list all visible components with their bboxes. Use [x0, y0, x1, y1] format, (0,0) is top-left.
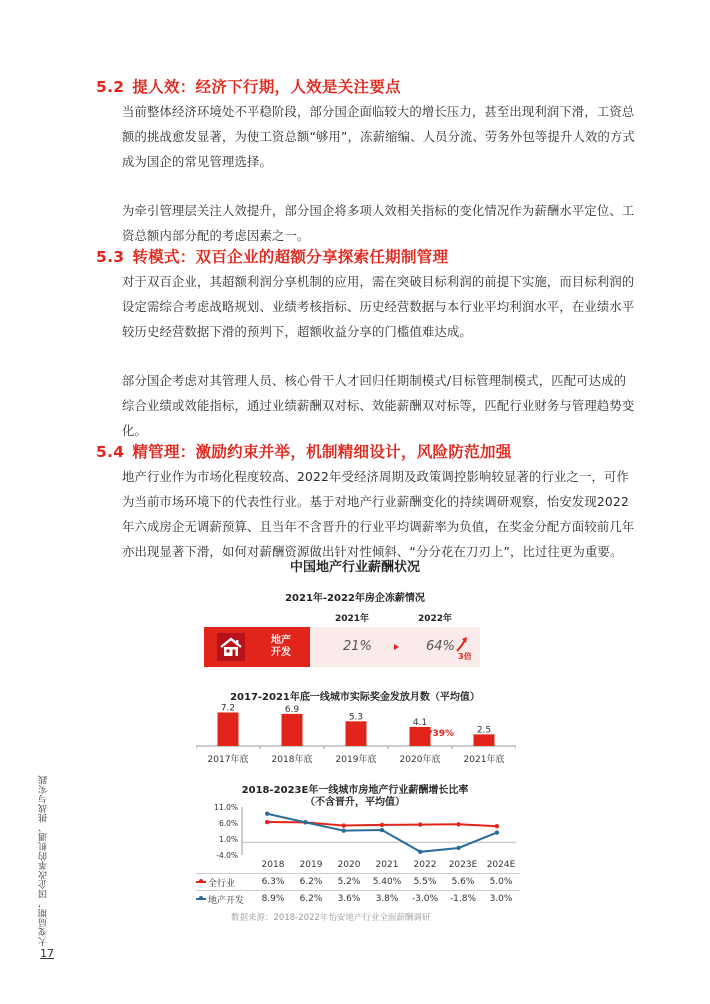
freeze-values	[310, 627, 480, 667]
table-cell: 5.2%	[337, 877, 361, 887]
bar-value-label: 4.1	[412, 717, 428, 728]
arrow-right-icon	[394, 644, 399, 650]
y-tick-label: 11.0%	[214, 803, 238, 812]
x-tick-label: 2020年底	[399, 755, 441, 765]
paragraph: 当前整体经济环境处不平稳阶段，部分国企面临较大的增长压力，甚至出现利润下滑，工资总额的挑战愈发显著，为使工资总额“够用”，冻薪缩编、人员分流、劳务外包等提升人效的方式成为国企的常见管理选择。	[122, 105, 636, 169]
table-cell: 5.6%	[451, 877, 475, 887]
table-cell: 3.0%	[489, 894, 513, 904]
table-cell: 6.2%	[299, 894, 323, 904]
data-point	[495, 824, 499, 828]
freeze-year-2021: 2021年	[335, 614, 370, 624]
data-source: 数据来源：2018-2022年怡安地产行业全面薪酬调研	[231, 913, 431, 923]
bar-value-label: 5.3	[348, 712, 364, 723]
data-point	[418, 850, 422, 854]
table-row: 地产开发 8.9% 6.2% 3.6% 3.8% -3.0% -1.8% 3.0%	[196, 891, 520, 907]
table-cell: 6.2%	[299, 877, 323, 887]
data-point	[265, 820, 269, 824]
paragraph: 部分国企考虑对其管理人员、核心骨干人才回归任期制模式/目标管理制模式，匹配可达成的综合业绩或效能指标，通过业绩薪酬双对标、效能薪酬双对标等，匹配行业财务与管理趋势变化。	[122, 374, 635, 438]
freeze-title: 2021年-2022年房企冻薪情况	[285, 593, 425, 604]
house-icon	[217, 633, 245, 661]
paragraph: 地产行业作为市场化程度较高、2022年受经济周期及政策调控影响较显著的行业之一，可作为当前市场环境下的代表性行业。基于对地产行业薪酬变化的持续调研观察，怡安发现2022年六成房企无调薪预算、且当年不含晋升的行业平均调薪率为负值，在奖金分配方面较前几年亦出现显著下滑，如何对薪酬资源做出针对性倾斜、“分分花在刀刃上”，比过往更为重要。	[122, 470, 635, 559]
x-tick-label: 2018年底	[271, 755, 313, 765]
x-tick-label: 2018	[261, 860, 285, 870]
section-heading: 5.2 提人效：经济下行期，人效是关注要点	[96, 78, 401, 96]
x-tick-label: 2019年底	[335, 755, 377, 765]
x-tick-label: 2017年底	[207, 755, 249, 765]
x-tick-label: 2021	[375, 860, 399, 870]
table-cell: 5.0%	[489, 877, 513, 887]
paragraph: 对于双百企业，其超额利润分享机制的应用，需在突破目标利润的前提下实施，而目标利润的设定需综合考虑战略规划、业绩考核指标、历史经营数据与本行业平均利润水平，在业绩水平较历史经营数据下滑的预判下，超额收益分享的门槛值难达成。	[122, 275, 635, 339]
line-chart-title: 2018-2023E年一线城市房地产行业薪酬增长比率	[241, 785, 469, 796]
multiplier-label: 3倍	[458, 652, 472, 661]
decline-annotation: ▼39%	[425, 729, 454, 739]
data-point	[265, 812, 269, 816]
bar-chart-title: 2017-2021年底一线城市实际奖金发放月数（平均值）	[230, 692, 480, 703]
bar-value-label: 2.5	[476, 725, 492, 736]
x-tick-label: 2019	[299, 860, 323, 870]
section-heading: 5.4 精管理：激励约束并举，机制精细设计，风险防范加强	[96, 443, 512, 461]
x-tick-label: 2023E	[448, 860, 478, 870]
bar	[282, 714, 303, 746]
freeze-value-2021: 21%	[343, 639, 372, 654]
bar-value-label: 7.2	[220, 704, 236, 714]
table-header-row	[196, 857, 520, 874]
data-point	[380, 823, 384, 827]
data-point	[342, 828, 346, 832]
section-5-3	[96, 246, 636, 444]
running-header: 大变局期，国企改革的机遇、挑战与实践	[39, 775, 49, 946]
bonus-months-bar-chart	[196, 704, 516, 766]
data-point	[380, 828, 384, 832]
table-cell: 5.5%	[413, 877, 437, 887]
table-cell: -3.0%	[411, 894, 439, 904]
freeze-label-block	[204, 627, 310, 667]
data-point	[495, 830, 499, 834]
section-5-4	[96, 441, 636, 565]
table-row: 全行业 6.3% 6.2% 5.2% 5.40% 5.5% 5.6% 5.0%	[196, 874, 520, 891]
data-point	[456, 822, 460, 826]
series-line	[267, 814, 497, 852]
line-chart-subtitle: （不含晋升，平均值）	[305, 797, 405, 808]
data-point	[456, 846, 460, 850]
table-cell: 3.6%	[337, 894, 361, 904]
x-tick-label: 2022	[413, 860, 437, 870]
x-tick-label: 2024E	[486, 860, 516, 870]
table-cell: 6.3%	[261, 877, 285, 887]
line-chart-table	[196, 857, 520, 907]
table-cell: 3.8%	[375, 894, 399, 904]
paragraph: 为牵引管理层关注人效提升，部分国企将多项人效相关指标的变化情况作为薪酬水平定位、工资总额内部分配的考虑因素之一。	[122, 204, 635, 243]
section-5-2	[96, 76, 636, 249]
infographic-title: 中国地产行业薪酬状况	[289, 560, 420, 575]
bar-value-label: 6.9	[284, 704, 300, 715]
legend-marker-red	[196, 881, 206, 883]
data-point	[342, 823, 346, 827]
data-point	[418, 822, 422, 826]
table-cell: 5.40%	[372, 877, 402, 887]
bar	[474, 734, 495, 746]
bar	[218, 712, 239, 746]
freeze-year-2022: 2022年	[418, 614, 453, 624]
y-tick-label: 6.0%	[218, 819, 238, 828]
salary-growth-line-chart	[196, 803, 516, 863]
table-cell: -1.8%	[449, 894, 477, 904]
data-point	[303, 820, 307, 824]
bar	[346, 721, 367, 746]
freeze-panel	[204, 627, 480, 667]
x-tick-label: 2021年底	[463, 755, 505, 765]
legend-marker-blue	[196, 898, 206, 900]
freeze-label: 地产 开发	[271, 635, 291, 658]
y-tick-label: -4.0%	[216, 851, 238, 860]
table-cell: 8.9%	[261, 894, 285, 904]
section-heading: 5.3 转模式：双百企业的超额分享探索任期制管理	[96, 248, 449, 266]
page-number: 17	[40, 947, 54, 960]
freeze-value-2022: 64%	[426, 639, 455, 654]
y-tick-label: 1.0%	[218, 835, 238, 844]
x-tick-label: 2020	[337, 860, 361, 870]
